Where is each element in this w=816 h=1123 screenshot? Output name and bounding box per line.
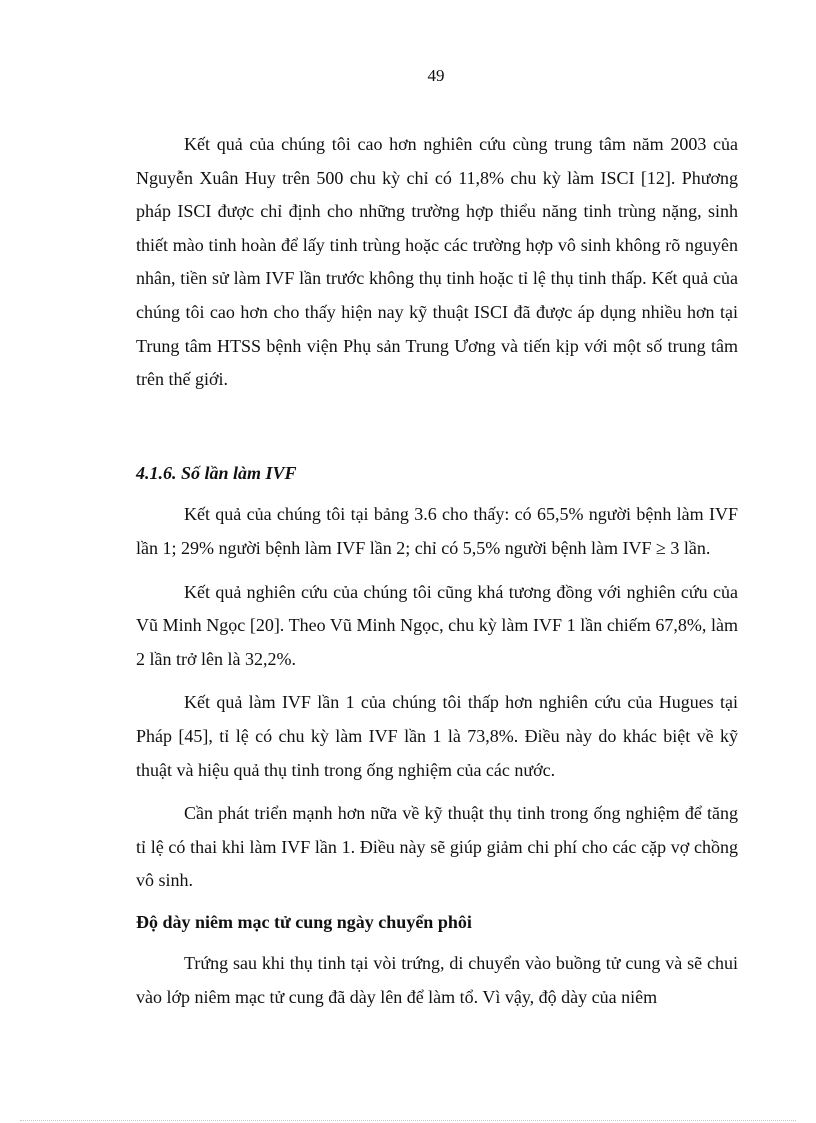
- page-bottom-divider: [20, 1120, 796, 1121]
- section-heading-endometrium: Độ dày niêm mạc tử cung ngày chuyển phôi: [136, 911, 472, 932]
- section-heading-ivf-count: 4.1.6. Số lần làm IVF: [136, 462, 297, 483]
- paragraph-endometrium: Trứng sau khi thụ tinh tại vòi trứng, di chuyển vào buồng tử cung và sẽ chui vào lớp niêm mạc tử cung đã dày lên để làm tổ. Vì vậy, độ dày của niêm: [136, 953, 738, 1008]
- paragraph-development: Cần phát triển mạnh hơn nữa về kỹ thuật thụ tinh trong ống nghiệm để tăng tỉ lệ có thai khi làm IVF lần 1. Điều này sẽ giúp giảm chi phí cho các cặp vợ chồng vô sinh.: [136, 803, 738, 891]
- document-body: [136, 128, 738, 1015]
- paragraph-comparison-hugues: Kết quả làm IVF lần 1 của chúng tôi thấp hơn nghiên cứu của Hugues tại Pháp [45], tỉ lệ có chu kỳ làm IVF lần 1 là 73,8%. Điều này do khác biệt về kỹ thuật và hiệu quả thụ tinh trong ống nghiệm của các nước.: [136, 692, 738, 780]
- paragraph-isci-results: Kết quả của chúng tôi cao hơn nghiên cứu cùng trung tâm năm 2003 của Nguyễn Xuân Huy trên 500 chu kỳ chỉ có 11,8% chu kỳ làm ISCI [12]. Phương pháp ISCI được chỉ định cho những trường hợp thiểu năng tinh trùng nặng, sinh thiết mào tinh hoàn để lấy tinh trùng hoặc các trường hợp vô sinh không rõ nguyên nhân, tiền sử làm IVF lần trước không thụ tinh hoặc tỉ lệ thụ tinh thấp. Kết quả của chúng tôi cao hơn cho thấy hiện nay kỹ thuật ISCI đã được áp dụng nhiều hơn tại Trung tâm HTSS bệnh viện Phụ sản Trung Ương và tiến kịp với một số trung tâm trên thế giới.: [136, 134, 738, 390]
- paragraph-comparison-vu-minh-ngoc: Kết quả nghiên cứu của chúng tôi cũng khá tương đồng với nghiên cứu của Vũ Minh Ngọc [20]. Theo Vũ Minh Ngọc, chu kỳ làm IVF 1 lần chiếm 67,8%, làm 2 lần trở lên là 32,2%.: [136, 581, 738, 669]
- page-number: 49: [427, 66, 445, 85]
- paragraph-ivf-count-results: Kết quả của chúng tôi tại bảng 3.6 cho thấy: có 65,5% người bệnh làm IVF lần 1; 29% người bệnh làm IVF lần 2; chỉ có 5,5% người bệnh làm IVF ≥ 3 lần.: [136, 504, 738, 558]
